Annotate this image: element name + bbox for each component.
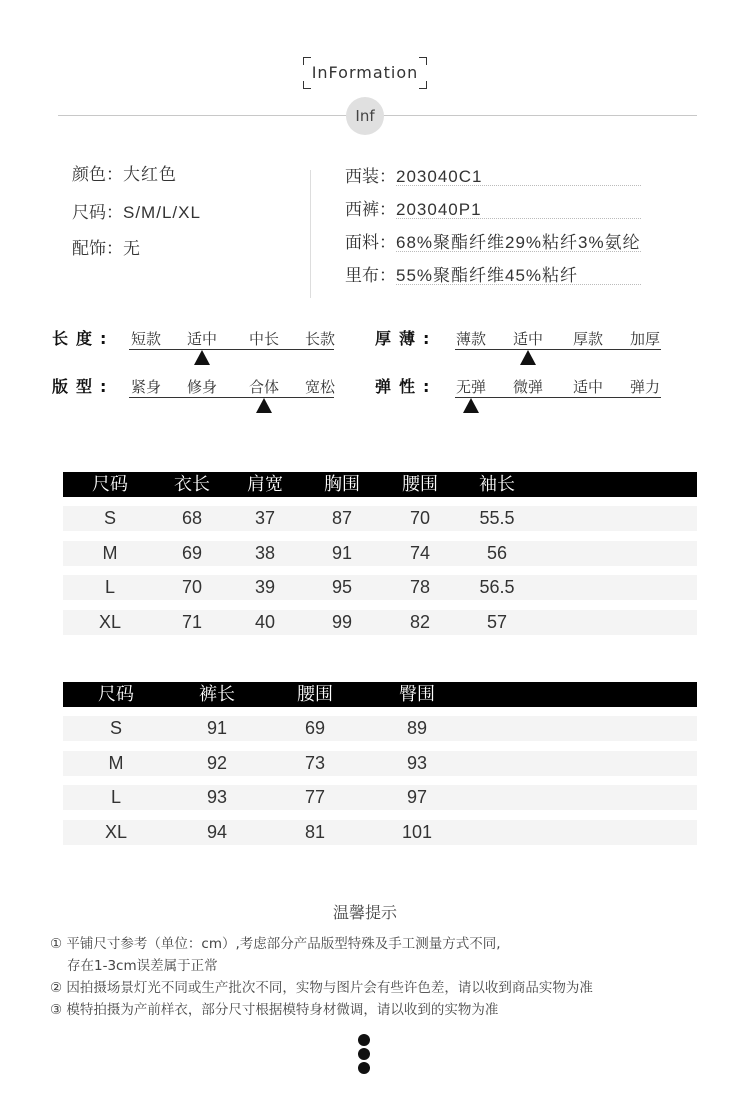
table-cell: 93 — [206, 787, 228, 807]
info-badge: Inf — [346, 97, 384, 135]
table-cell: 97 — [406, 787, 428, 807]
table-cell: 91 — [206, 718, 228, 738]
rating-option: 中长 — [248, 330, 280, 348]
tip-line: 存在1-3cm误差属于正常 — [67, 958, 218, 974]
table-cell: 82 — [409, 611, 431, 632]
table-cell: 38 — [254, 542, 276, 563]
table-header-cell: 臀围 — [399, 684, 435, 705]
rating-option: 长款 — [304, 330, 336, 348]
table-cell: 70 — [409, 508, 431, 528]
table-cell: 69 — [181, 542, 203, 563]
table-cell: 81 — [304, 821, 326, 842]
table-cell: S — [109, 718, 123, 738]
table-cell: 40 — [254, 611, 276, 632]
table-row — [63, 820, 697, 845]
info-label: 颜色： — [72, 165, 123, 185]
table-cell: 68 — [181, 508, 203, 528]
rating-option: 修身 — [186, 378, 218, 396]
rating-option: 弹力 — [629, 378, 661, 396]
table-cell: 91 — [331, 542, 353, 563]
table-cell: 87 — [331, 508, 353, 528]
table-header-cell: 裤长 — [199, 684, 235, 705]
info-label: 面料： — [345, 233, 396, 253]
rating-option: 适中 — [572, 378, 604, 396]
rating-option: 紧身 — [130, 378, 162, 396]
table-header-cell: 肩宽 — [247, 474, 283, 495]
rating-marker-icon — [256, 398, 272, 413]
info-value: 203040C1 — [396, 167, 483, 186]
table-header-cell: 衣长 — [174, 474, 210, 495]
info-row — [72, 160, 177, 185]
info-value: 55%聚酯纤维45%粘纤 — [396, 266, 579, 285]
tip-line: ② 因拍摄场景灯光不同或生产批次不同，实物与图片会有些许色差，请以收到商品实物为准 — [50, 980, 593, 996]
info-underline — [396, 251, 641, 252]
table-cell: 92 — [206, 752, 228, 773]
info-label: 配饰： — [72, 239, 123, 259]
info-row — [72, 198, 201, 223]
table-row — [63, 751, 697, 776]
rating-option: 适中 — [512, 330, 544, 348]
info-column-divider — [310, 170, 311, 298]
info-value: 大红色 — [123, 165, 177, 184]
table-cell: M — [102, 542, 118, 563]
table-cell: L — [104, 577, 116, 597]
table-cell: 56 — [486, 542, 508, 563]
rating-scale-line — [129, 349, 334, 350]
info-value: S/M/L/XL — [123, 203, 201, 222]
rating-option: 薄款 — [455, 330, 487, 348]
info-underline — [396, 284, 641, 285]
table-header-cell: 尺码 — [92, 474, 128, 495]
info-row — [345, 261, 578, 286]
rating-marker-icon — [463, 398, 479, 413]
rating-label: 弹性: — [375, 377, 438, 396]
info-row — [72, 234, 141, 259]
rating-option: 适中 — [186, 330, 218, 348]
table-cell: 39 — [254, 577, 276, 597]
table-row — [63, 541, 697, 566]
rating-scale-line — [455, 397, 661, 398]
table-cell: 56.5 — [479, 577, 515, 597]
info-value: 203040P1 — [396, 200, 482, 219]
info-value: 无 — [123, 239, 141, 258]
table-cell: 93 — [406, 752, 428, 773]
table-row — [63, 716, 697, 741]
table-header — [63, 472, 697, 497]
info-value: 68%聚酯纤维29%粘纤3%氨纶 — [396, 233, 641, 252]
table-cell: XL — [104, 821, 128, 842]
table-header-cell: 袖长 — [479, 474, 515, 495]
table-cell: 101 — [401, 821, 433, 842]
table-cell: 89 — [406, 718, 428, 738]
table-row — [63, 785, 697, 810]
table-cell: 57 — [486, 611, 508, 632]
more-dot-icon — [358, 1062, 370, 1074]
info-row — [345, 228, 641, 253]
rating-option: 宽松 — [304, 378, 336, 396]
info-label: 尺码： — [72, 203, 123, 223]
tip-line: ① 平铺尺寸参考（单位：cm）,考虑部分产品版型特殊及手工测量方式不同, — [50, 936, 501, 952]
info-row — [345, 195, 482, 220]
table-header-cell: 胸围 — [324, 474, 360, 495]
table-cell: 74 — [409, 542, 431, 563]
info-label: 里布： — [345, 266, 396, 286]
more-dot-icon — [358, 1048, 370, 1060]
table-header — [63, 682, 697, 707]
rating-option: 无弹 — [455, 378, 487, 396]
more-dot-icon — [358, 1034, 370, 1046]
table-cell: 55.5 — [479, 508, 515, 528]
rating-option: 微弹 — [512, 378, 544, 396]
table-cell: XL — [98, 611, 122, 632]
table-cell: L — [110, 787, 122, 807]
rating-option: 合体 — [248, 378, 280, 396]
table-cell: 69 — [304, 718, 326, 738]
table-cell: 71 — [181, 611, 203, 632]
table-row — [63, 575, 697, 600]
table-cell: 99 — [331, 611, 353, 632]
tip-line: ③ 模特拍摄为产前样衣，部分尺寸根据模特身材微调，请以收到的实物为准 — [50, 1002, 499, 1018]
table-cell: 70 — [181, 577, 203, 597]
table-cell: 94 — [206, 821, 228, 842]
info-label: 西装： — [345, 167, 396, 187]
rating-scale-line — [455, 349, 661, 350]
rating-option: 厚款 — [572, 330, 604, 348]
info-label: 西裤： — [345, 200, 396, 220]
table-cell: 95 — [331, 577, 353, 597]
table-header-cell: 腰围 — [402, 474, 438, 495]
rating-option: 短款 — [130, 330, 162, 348]
rating-option: 加厚 — [629, 330, 661, 348]
table-row — [63, 506, 697, 531]
table-header-cell: 腰围 — [297, 684, 333, 705]
rating-marker-icon — [194, 350, 210, 365]
tips-title: 温馨提示 — [332, 903, 397, 922]
section-title: InFormation — [311, 63, 419, 82]
table-cell: S — [103, 508, 117, 528]
info-underline — [396, 185, 641, 186]
info-row — [345, 162, 482, 187]
rating-scale-line — [129, 397, 334, 398]
table-cell: 37 — [254, 508, 276, 528]
table-cell: M — [108, 752, 124, 773]
table-header-cell: 尺码 — [98, 684, 134, 705]
table-row — [63, 610, 697, 635]
rating-label: 厚薄: — [375, 329, 438, 348]
rating-label: 长度: — [52, 329, 115, 348]
table-cell: 78 — [409, 577, 431, 597]
table-cell: 73 — [304, 752, 326, 773]
table-cell: 77 — [304, 787, 326, 807]
rating-label: 版型: — [52, 377, 115, 396]
rating-marker-icon — [520, 350, 536, 365]
info-underline — [396, 218, 641, 219]
